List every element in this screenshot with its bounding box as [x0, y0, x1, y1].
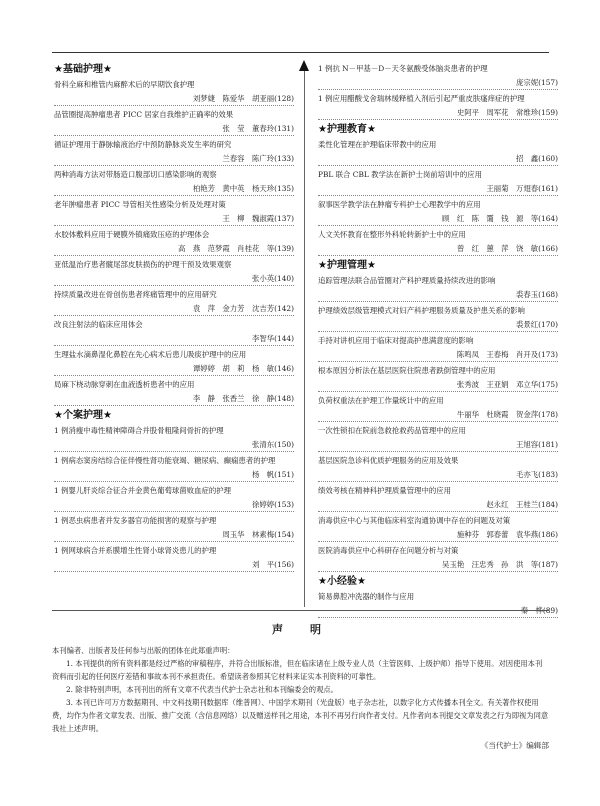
toc-entry[interactable] [54, 378, 294, 406]
entry-title: 1 例病态窦房结综合征伴慢性肾功能衰竭、糖尿病、癫痫患者的护理 [54, 456, 276, 465]
entry-title: 1 例抗 N－甲基－D－天冬氨酸受体脑炎患者的护理 [318, 64, 488, 73]
entry-authors-page: 陈鸣凤 王春梅 肖开及(173) [318, 348, 558, 362]
entry-authors-page: 庞宗妮(157) [318, 76, 558, 90]
entry-authors-page: 袁 萍 金力芳 沈吉芳(142) [54, 302, 294, 316]
entry-title: 1 例婴儿肝炎综合征合并金黄色葡萄球菌败血症的护理 [54, 486, 232, 495]
toc-entry[interactable] [318, 92, 558, 120]
toc-entry[interactable] [54, 108, 294, 136]
toc-entry[interactable] [318, 274, 558, 302]
entry-title: 一次性锁扣在院前急救抢救药品管理中的应用 [318, 426, 466, 435]
toc-entry[interactable] [54, 424, 294, 452]
entry-authors-page: 张小英(140) [54, 272, 294, 286]
entry-title: 1 例应用醋酸戈舍瑞林缓释植入剂后引起严重皮肤瘙痒症的护理 [318, 94, 525, 103]
toc-entry[interactable] [54, 348, 294, 376]
entry-authors-page: 张秀波 王亚娟 邓立华(175) [318, 378, 558, 392]
statement-intro: 本刊编者、出版者及任何参与出版的团体在此郑重声明： [52, 646, 235, 655]
entry-authors-page: 谭婷婷 胡 莉 杨 敏(146) [54, 362, 294, 376]
toc-entry[interactable] [54, 258, 294, 286]
entry-title: 改良注射法的临床应用体会 [54, 320, 143, 329]
toc-entry[interactable] [54, 228, 294, 256]
entry-title: 护理绩效层级管理模式对妇产科护理服务质量及护患关系的影响 [318, 306, 525, 315]
entry-authors-page: 王旭容(181) [318, 438, 558, 452]
toc-entry[interactable] [54, 544, 294, 572]
entry-title: 柔性化管理在护理临床带教中的应用 [318, 140, 437, 149]
entry-title: 品管圈提高肿瘤患者 PICC 居家自我维护正确率的效果 [54, 110, 234, 119]
entry-authors-page: 曾 红 蕙 萍 饶 敏(166) [318, 242, 558, 256]
entry-authors-page: 杨 帆(151) [54, 468, 294, 482]
statement-item: 1. 本刊提供的所有资料都是经过严格的审稿程序，并符合出版标准，但在临床诸在上级专业人员（主管医师、上级护师）指导下使用。对因使用本刊资料而引起的任何医疗差错和事故本刊不承担责任。希望读者参照其它材料来证实本刊资料的可靠性。 [52, 659, 543, 681]
entry-title: 1 例恶虫病患者并发多器官功能损害的观察与护理 [54, 516, 217, 525]
entry-authors-page: 兰春容 陈广玲(133) [54, 152, 294, 166]
statement-signature: 《当代护士》编辑部 [480, 741, 549, 750]
entry-authors-page: 顾 红 陈 霭 钱 源 等(164) [318, 212, 558, 226]
entry-authors-page: 李智华(144) [54, 332, 294, 346]
toc-entry[interactable] [54, 78, 294, 106]
toc-entry[interactable] [54, 198, 294, 226]
toc-entry[interactable] [54, 484, 294, 512]
entry-title: 负荷权重法在护理工作量统计中的应用 [318, 396, 444, 405]
section-heading: ★小经验★ [318, 576, 366, 587]
entry-title: 叙事医学教学法在肿瘤专科护士心理教学中的应用 [318, 200, 481, 209]
entry-title: 追踪管理法联合品管圈对产科护理质量持续改进的影响 [318, 276, 496, 285]
entry-authors-page: 招 鑫(160) [318, 152, 558, 166]
toc-entry[interactable] [318, 424, 558, 452]
entry-title: 根本原因分析法在基层医院住院患者跌倒管理中的应用 [318, 366, 496, 375]
toc-entry[interactable] [318, 544, 558, 572]
toc-entry[interactable] [54, 168, 294, 196]
entry-authors-page: 牛丽华 杜晓霞 贺金萍(178) [318, 408, 558, 422]
toc-left-column [54, 62, 294, 574]
toc-entry[interactable] [318, 514, 558, 542]
entry-title: 基层医院急诊科优质护理服务的应用及效果 [318, 456, 459, 465]
top-rule [52, 52, 549, 53]
toc-entry[interactable] [54, 454, 294, 482]
toc-entry[interactable] [54, 514, 294, 542]
section-heading: ★个案护理★ [54, 410, 112, 421]
toc-entry[interactable] [318, 334, 558, 362]
statement-title: 声 明 [272, 623, 329, 636]
section-heading: ★护理管理★ [318, 260, 376, 271]
toc-entry[interactable] [318, 394, 558, 422]
section-heading: ★护理教育★ [318, 124, 376, 135]
entry-title: 1 例消瘦中毒性精神障碍合并股骨粗隆间骨折的护理 [54, 426, 224, 435]
table-of-contents [0, 62, 600, 615]
entry-authors-page: 裘景红(170) [318, 318, 558, 332]
entry-authors-page: 李 静 张香兰 徐 静(148) [54, 392, 294, 406]
entry-title: 绩效考核在精神科护理质量管理中的应用 [318, 486, 452, 495]
entry-title: 医院消毒供应中心科研存在问题分析与对策 [318, 546, 459, 555]
toc-entry[interactable] [318, 454, 558, 482]
statement-item: 2. 除非特别声明，本刊刊出的所有文章不代表当代护士杂志社和本刊编委会的观点。 [66, 685, 338, 694]
entry-title: 循证护理用于静脉输液治疗中预防静脉炎发生率的研究 [54, 140, 232, 149]
entry-authors-page: 吴玉艳 汪忠秀 孙 洪 等(187) [318, 558, 558, 572]
toc-entry[interactable] [318, 228, 558, 256]
toc-entry[interactable] [318, 198, 558, 226]
toc-entry[interactable] [318, 62, 558, 90]
toc-entry[interactable] [318, 304, 558, 332]
toc-entry[interactable] [318, 168, 558, 196]
toc-right-column [318, 62, 558, 620]
entry-title: PBL 联合 CBL 教学法在新护士岗前培训中的应用 [318, 170, 482, 179]
entry-authors-page: 张 莹 董春玲(131) [54, 122, 294, 136]
toc-entry[interactable] [54, 288, 294, 316]
section-heading: ★基础护理★ [54, 64, 112, 75]
toc-entry[interactable] [318, 484, 558, 512]
entry-authors-page: 秦 桦(89) [318, 604, 558, 618]
toc-entry[interactable] [318, 590, 558, 618]
entry-authors-page: 高 燕 范梦霞 肖桂花 等(139) [54, 242, 294, 256]
toc-entry[interactable] [54, 138, 294, 166]
entry-title: 人文关怀教育在整形外科轮转新护士中的应用 [318, 230, 466, 239]
entry-title: 生理盐水滴鼻湿化鼻腔在先心病术后患儿吸痰护理中的应用 [54, 350, 247, 359]
toc-entry[interactable] [318, 138, 558, 166]
entry-title: 水胶体敷料应用于硬膜外镇痛致压疮的护理体会 [54, 230, 210, 239]
entry-title: 亚低温治疗患者髋尾部皮肤损伤的护理干预及效果观察 [54, 260, 232, 269]
toc-entry[interactable] [54, 318, 294, 346]
entry-authors-page: 王丽菊 万翅春(161) [318, 182, 558, 196]
entry-authors-page: 张清东(150) [54, 438, 294, 452]
entry-authors-page: 毛亦飞(183) [318, 468, 558, 482]
statement-block [52, 622, 549, 752]
entry-authors-page: 柏艳芳 黄中英 杨天珍(135) [54, 182, 294, 196]
entry-authors-page: 裘春玉(168) [318, 288, 558, 302]
entry-authors-page: 徐婷婷(153) [54, 498, 294, 512]
divider [52, 610, 549, 611]
entry-title: 1 例网球病合并系膜增生性肾小球肾炎患儿的护理 [54, 546, 217, 555]
entry-title: 消毒供应中心与其他临床科室沟通协调中存在的问题及对策 [318, 516, 511, 525]
entry-authors-page: 周玉华 林素梅(154) [54, 528, 294, 542]
entry-authors-page: 刘 平(156) [54, 558, 294, 572]
entry-title: 简易鼻腔冲洗器的制作与应用 [318, 592, 415, 601]
entry-authors-page: 刘梦婕 陈爱华 胡亚丽(128) [54, 92, 294, 106]
entry-authors-page: 施种芬 郭春蕾 袁华燕(186) [318, 528, 558, 542]
entry-title: 局麻下桡动脉穿刺在血液透析患者中的应用 [54, 380, 195, 389]
entry-title: 手持对讲机应用于临床对提高护患满意度的影响 [318, 336, 474, 345]
entry-authors-page: 史阿平 周军花 常维珍(159) [318, 106, 558, 120]
entry-title: 持续质量改进在骨创伤患者疼痛管理中的应用研究 [54, 290, 217, 299]
entry-title: 老年肿瘤患者 PICC 导管相关性感染分析及处理对策 [54, 200, 226, 209]
toc-entry[interactable] [318, 364, 558, 392]
entry-authors-page: 赵永红 王桂兰(184) [318, 498, 558, 512]
entry-title: 两种消毒方法对带肠造口腹部切口感染影响的观察 [54, 170, 217, 179]
entry-title: 骨科全麻和椎管内麻醉术后的早期饮食护理 [54, 80, 195, 89]
statement-item: 3. 本刊已许可万方数据期刊、中文科技期刊数据库（维普网）、中国学术期刊（光盘版）电子杂志社，以数字化方式传播本刊全文。有关著作权使用费，均作为作者文章发表、出版、推广交流（含信息网络）以及赠送样刊之用途，本刊不再另行向作者支付。凡作者向本刊提交文章发表之行为即视为同意我社上述声明。 [52, 698, 549, 733]
entry-authors-page: 王 柳 魏淑霞(137) [54, 212, 294, 226]
